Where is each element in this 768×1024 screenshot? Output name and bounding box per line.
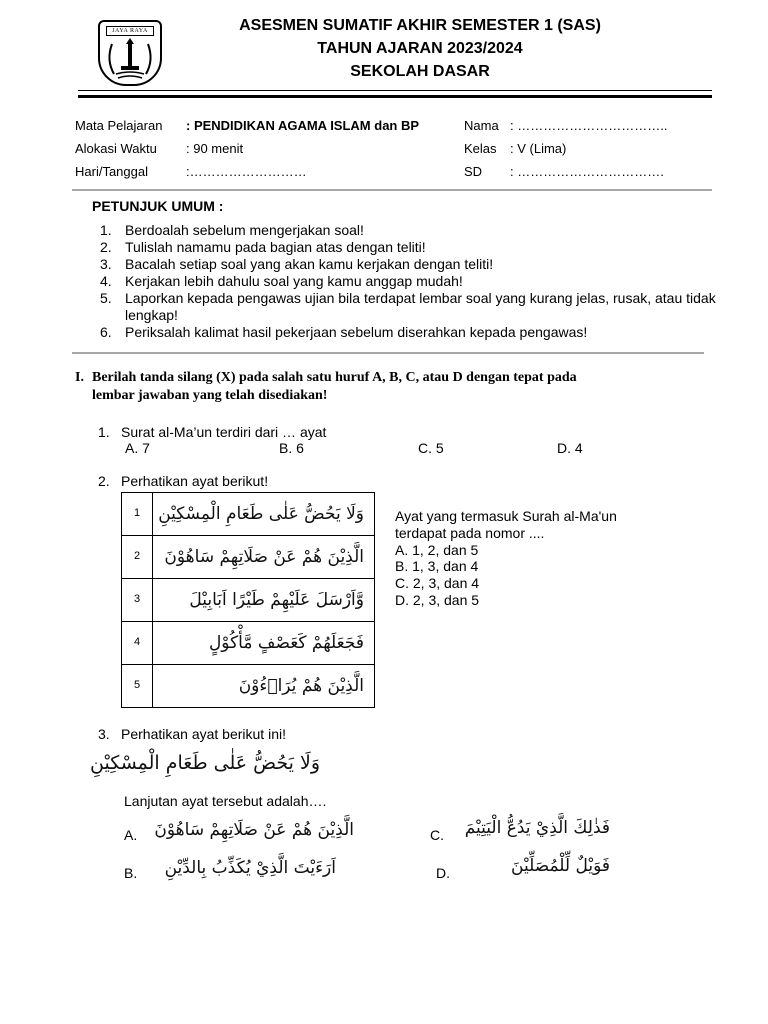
subject-value: : PENDIDIKAN AGAMA ISLAM dan BP [186,118,420,133]
ayat-row [122,579,374,622]
info-divider [72,189,712,191]
academic-year: TAHUN AJARAN 2023/2024 [317,40,523,57]
header-divider-thick [78,95,712,98]
ayat-row [122,622,374,665]
question-3-number: 3. [98,726,110,742]
header-divider [78,90,712,91]
q2-prompt-line1: Ayat yang termasuk Surah al-Ma'un [395,508,617,524]
ayat-text: الَّذِيْنَ هُمْ يُرَاۤءُوْنَ [238,676,364,696]
instructions-heading: PETUNJUK UMUM : [92,198,224,214]
q2-option-d[interactable]: D. 2, 3, dan 5 [395,592,480,608]
ayat-text: وَّاَرْسَلَ عَلَيْهِمْ طَيْرًا اَبَابِيْلَ [189,590,364,610]
ayat-text: وَلَا يَحُضُّ عَلٰى طَعَامِ الْمِسْكِيْنِ [158,504,364,524]
instruction-item: 4. Kerjakan lebih dahulu soal yang kamu anggap mudah! [100,273,463,289]
instruction-item: 6. Periksalah kalimat hasil pekerjaan sebelum diserahkan kepada pengawas! [100,324,588,340]
q1-option-c[interactable]: C. 5 [418,440,444,456]
ayat-number: 5 [122,665,153,708]
q1-option-b[interactable]: B. 6 [279,440,304,456]
school-logo [98,20,162,86]
q2-option-c[interactable]: C. 2, 3, dan 4 [395,575,480,591]
instruction-item: 3. Bacalah setiap soal yang akan kamu kerjakan dengan teliti! [100,256,494,272]
school-label: SD [464,164,483,179]
school-level: SEKOLAH DASAR [350,63,490,80]
question-1-text: Surat al-Ma’un terdiri dari … ayat [121,424,327,440]
instructions-list [100,222,720,341]
question-2-number: 2. [98,473,110,489]
q3-ayat: وَلَا يَحُضُّ عَلٰى طَعَامِ الْمِسْكِيْنِ [90,752,320,774]
date-label: Hari/Tanggal [75,164,148,179]
q1-option-a[interactable]: A. 7 [125,440,150,456]
date-field: :……………………… [186,164,307,179]
name-field: : …………………………….. [510,118,668,133]
q1-option-d[interactable]: D. 4 [557,440,583,456]
q3-option-c-ayat[interactable]: فَذٰلِكَ الَّذِيْ يَدُعُّ الْيَتِيْمَ [464,818,610,838]
ayat-row [122,665,374,708]
subject-label: Mata Pelajaran [75,118,163,133]
ayat-table [121,492,375,708]
question-2-text: Perhatikan ayat berikut! [121,473,269,489]
ayat-number: 1 [122,493,153,535]
ayat-text: فَجَعَلَهُمْ كَعَصْفٍ مَّأْكُوْلٍ [208,633,364,653]
ayat-text: الَّذِيْنَ هُمْ عَنْ صَلَاتِهِمْ سَاهُوْنَ [164,547,364,567]
ayat-number: 2 [122,536,153,578]
ayat-row [122,536,374,579]
ayat-number: 3 [122,579,153,621]
q2-prompt-line2: terdapat pada nomor .... [395,525,545,541]
q3-continuation-prompt: Lanjutan ayat tersebut adalah…. [124,793,327,809]
instructions-divider [72,352,704,354]
instruction-item: 5. Laporkan kepada pengawas ujian bila terdapat lembar soal yang kurang jelas, rusak, atau tidak lengkap! [100,290,716,323]
section-heading: I. Berilah tanda silang (X) pada salah satu huruf A, B, C, atau D dengan tepat pada lembar jawaban yang telah disediakan! [75,370,577,403]
q3-option-a-ayat[interactable]: الَّذِيْنَ هُمْ عَنْ صَلَاتِهِمْ سَاهُوْنَ [154,820,354,840]
class-value: : V (Lima) [510,141,567,156]
time-label: Alokasi Waktu [75,141,157,156]
school-field: : ……………………………. [510,164,664,179]
time-value: : 90 menit [186,141,244,156]
q3-option-c-label[interactable]: C. [430,827,444,843]
ayat-row [122,493,374,536]
q3-option-a-label[interactable]: A. [124,827,138,843]
q2-option-b[interactable]: B. 1, 3, dan 4 [395,558,479,574]
instruction-item: 2. Tulislah namamu pada bagian atas dengan teliti! [100,239,426,255]
name-label: Nama [464,118,499,133]
ayat-number: 4 [122,622,153,664]
logo-banner: JAYA RAYA [106,26,154,36]
q3-option-d-ayat[interactable]: فَوَيْلٌ لِّلْمُصَلِّيْنَ [511,856,610,876]
exam-title: ASESMEN SUMATIF AKHIR SEMESTER 1 (SAS) [239,17,601,34]
question-1-number: 1. [98,424,110,440]
q3-option-b-label[interactable]: B. [124,865,138,881]
monas-emblem-icon [104,36,156,82]
q2-option-a[interactable]: A. 1, 2, dan 5 [395,542,479,558]
q3-option-d-label[interactable]: D. [436,865,450,881]
q3-option-b-ayat[interactable]: اَرَءَيْتَ الَّذِيْ يُكَذِّبُ بِالدِّيْنِ [164,858,336,878]
question-3-text: Perhatikan ayat berikut ini! [121,726,286,742]
class-label: Kelas [464,141,497,156]
instruction-item: 1. Berdoalah sebelum mengerjakan soal! [100,222,364,238]
